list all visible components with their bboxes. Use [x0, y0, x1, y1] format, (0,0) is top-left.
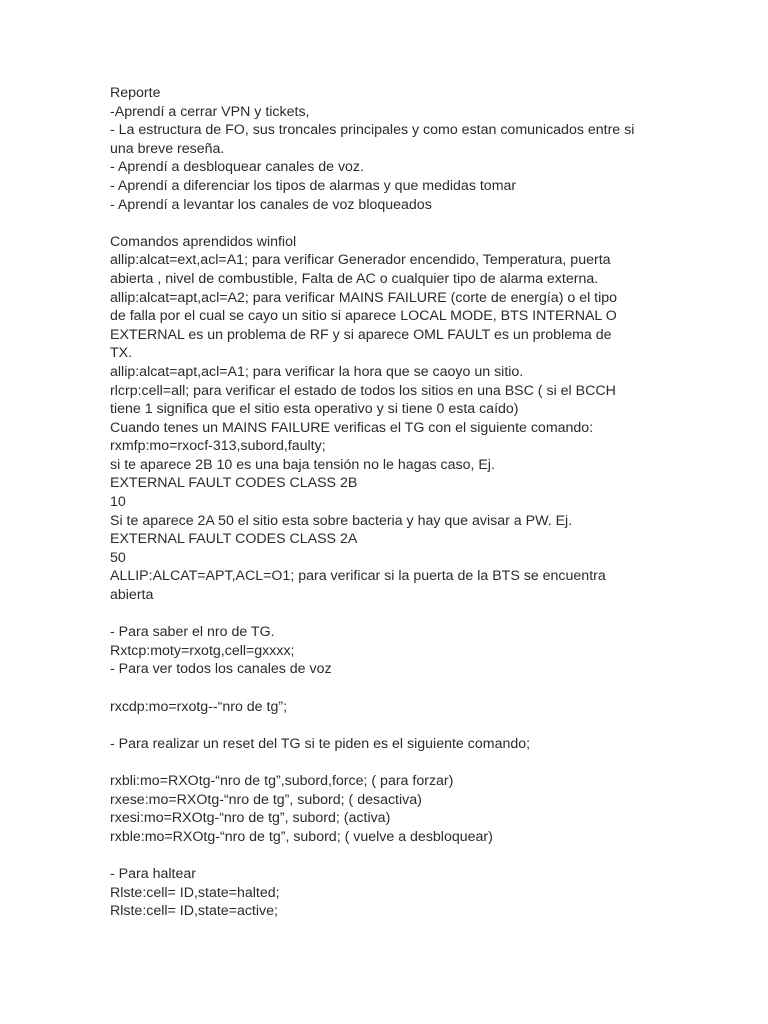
text-line: si te aparece 2B 10 es una baja tensión no le hagas caso, Ej.	[110, 456, 495, 473]
text-line: allip:alcat=ext,acl=A1; para verificar Generador encendido, Temperatura, puerta	[110, 252, 611, 269]
text-line: - Para saber el nro de TG.	[110, 624, 275, 641]
document-page	[110, 84, 750, 921]
text-line: Si te aparece 2A 50 el sitio esta sobre bacteria y hay que avisar a PW. Ej.	[110, 512, 573, 529]
text-line: de falla por el cual se cayo un sitio si aparece LOCAL MODE, BTS INTERNAL O	[110, 308, 617, 325]
text-line: EXTERNAL es un problema de RF y si aparece OML FAULT es un problema de	[110, 326, 612, 343]
text-line: Rlste:cell= ID,state=active;	[110, 903, 278, 920]
text-line: EXTERNAL FAULT CODES CLASS 2A	[110, 531, 358, 548]
text-line: 10	[110, 494, 126, 511]
text-line: rlcrp:cell=all; para verificar el estado de todos los sitios en una BSC ( si el BCCH	[110, 382, 616, 399]
text-line: - Para ver todos los canales de voz	[110, 661, 332, 678]
text-line: tiene 1 significa que el sitio esta operativo y si tiene 0 esta caído)	[110, 401, 519, 418]
text-line: TX.	[110, 345, 133, 362]
text-line: Comandos aprendidos winfiol	[110, 233, 297, 250]
text-line: -Aprendí a cerrar VPN y tickets,	[110, 103, 310, 120]
blank-line	[110, 716, 750, 735]
text-line: EXTERNAL FAULT CODES CLASS 2B	[110, 475, 358, 492]
text-line: rxbli:mo=RXOtg-“nro de tg”,subord,force; ( para forzar)	[110, 772, 454, 789]
text-line: una breve reseña.	[110, 140, 225, 157]
text-line: - La estructura de FO, sus troncales principales y como estan comunicados entre si	[110, 122, 635, 139]
text-line: abierta	[110, 587, 154, 604]
text-line: allip:alcat=apt,acl=A1; para verificar la hora que se caoyo un sitio.	[110, 363, 524, 380]
text-line: ALLIP:ALCAT=APT,ACL=O1; para verificar si la puerta de la BTS se encuentra	[110, 568, 606, 585]
text-line: rxese:mo=RXOtg-“nro de tg”, subord; ( desactiva)	[110, 791, 422, 808]
text-line: - Para haltear	[110, 865, 196, 882]
blank-line	[110, 753, 750, 772]
text-line: rxesi:mo=RXOtg-“nro de tg”, subord; (activa)	[110, 810, 391, 827]
text-line: rxmfp:mo=rxocf-313,subord,faulty;	[110, 438, 326, 455]
blank-line	[110, 679, 750, 698]
blank-line	[110, 605, 750, 624]
text-line: - Aprendí a levantar los canales de voz bloqueados	[110, 196, 432, 213]
text-line: 50	[110, 549, 126, 566]
blank-line	[110, 846, 750, 865]
text-line: abierta , nivel de combustible, Falta de AC o cualquier tipo de alarma externa.	[110, 270, 599, 287]
text-line: - Aprendí a diferenciar los tipos de alarmas y que medidas tomar	[110, 177, 517, 194]
text-line: - Aprendí a desbloquear canales de voz.	[110, 159, 364, 176]
text-line: rxcdp:mo=rxotg--“nro de tg”;	[110, 698, 288, 715]
text-line: Rxtcp:moty=rxotg,cell=gxxxx;	[110, 642, 295, 659]
text-line: - Para realizar un reset del TG si te piden es el siguiente comando;	[110, 735, 531, 752]
blank-line	[110, 214, 750, 233]
text-line: Cuando tenes un MAINS FAILURE verificas el TG con el siguiente comando:	[110, 419, 594, 436]
text-line: allip:alcat=apt,acl=A2; para verificar MAINS FAILURE (corte de energía) o el tipo	[110, 289, 618, 306]
text-line: rxble:mo=RXOtg-“nro de tg”, subord; ( vuelve a desbloquear)	[110, 828, 493, 845]
text-line: Rlste:cell= ID,state=halted;	[110, 884, 280, 901]
document-title: Reporte	[110, 85, 161, 101]
